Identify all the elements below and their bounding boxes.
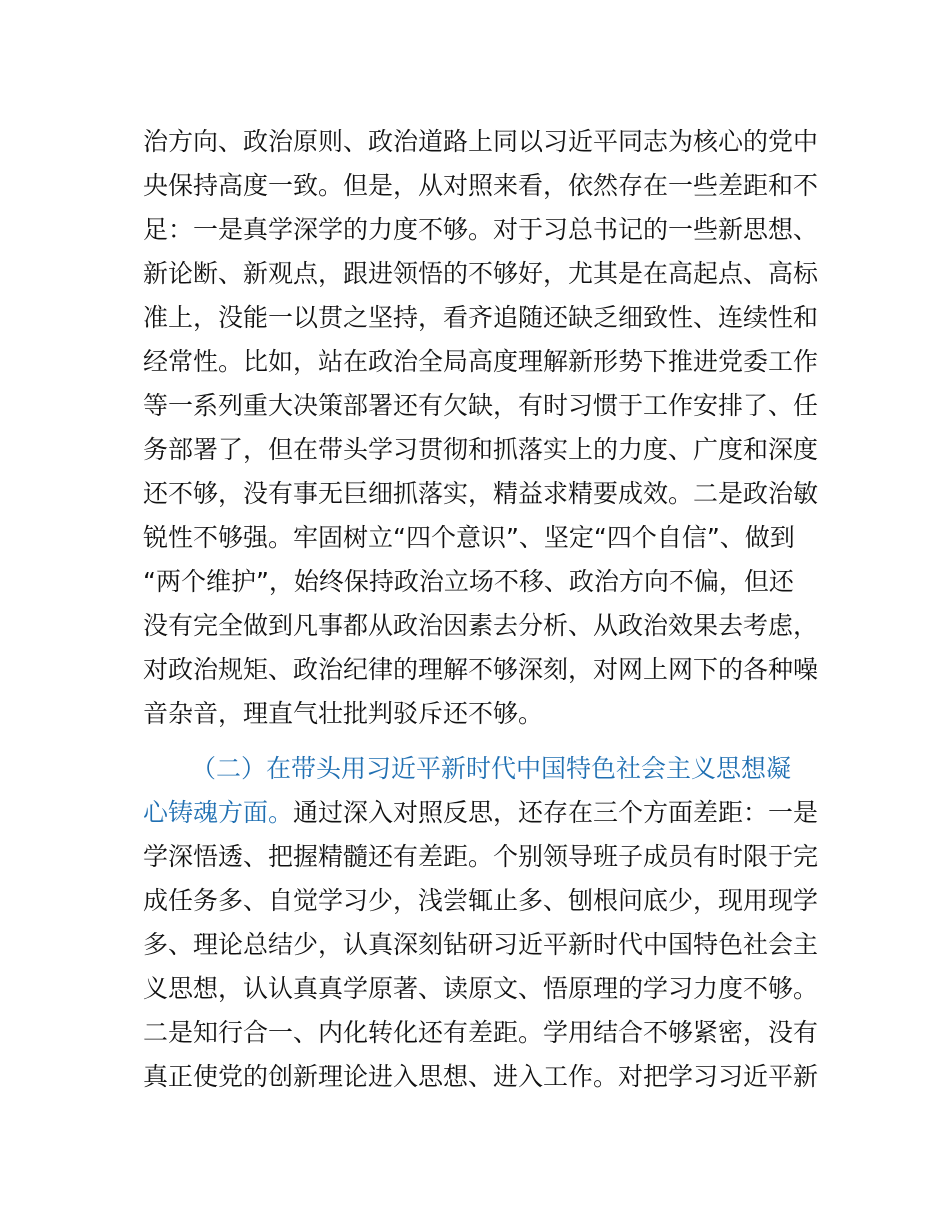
body-text-line: 二是知行合一、内化转化还有差距。学用结合不够紧密，没有 bbox=[143, 1018, 819, 1047]
body-text-line: 成任务多、自觉学习少，浅尝辄止多、刨根问底少，现用现学 bbox=[143, 886, 819, 915]
body-text-line: 还不够，没有事无巨细抓落实，精益求精要成效。二是政治敏 bbox=[143, 479, 819, 508]
body-text-line: 等一系列重大决策部署还有欠缺，有时习惯于工作安排了、任 bbox=[143, 391, 819, 420]
body-text-line bbox=[143, 793, 823, 833]
body-text-line: 经常性。比如，站在政治全局高度理解新形势下推进党委工作 bbox=[143, 347, 819, 376]
body-text-line: 准上，没能一以贯之坚持，看齐追随还缺乏细致性、连续性和 bbox=[143, 303, 819, 332]
body-text-line: 义思想，认认真真学原著、读原文、悟原理的学习力度不够。 bbox=[143, 974, 819, 1003]
body-text-span: 通过深入对照反思，还存在三个方面差距：一是 bbox=[293, 798, 819, 827]
body-text-line: 对政治规矩、政治纪律的理解不够深刻，对网上网下的各种噪 bbox=[143, 655, 819, 684]
body-text-line: 学深悟透、把握精髓还有差距。个别领导班子成员有时限于完 bbox=[143, 842, 819, 871]
body-text-line: 音杂音，理直气壮批判驳斥还不够。 bbox=[143, 699, 544, 728]
section-heading-continued: 心铸魂方面。 bbox=[143, 798, 294, 827]
body-text-line: 没有完全做到凡事都从政治因素去分析、从政治效果去考虑， bbox=[143, 611, 819, 640]
body-text-line: 务部署了，但在带头学习贯彻和抓落实上的力度、广度和深度 bbox=[143, 435, 819, 464]
body-text-line: “两个维护”，始终保持政治立场不移、政治方向不偏，但还 bbox=[143, 567, 794, 596]
body-text-line: 多、理论总结少，认真深刻钻研习近平新时代中国特色社会主 bbox=[143, 930, 819, 959]
body-text-line: 央保持高度一致。但是，从对照来看，依然存在一些差距和不 bbox=[143, 171, 819, 200]
body-text-line: 足：一是真学深学的力度不够。对于习总书记的一些新思想、 bbox=[143, 215, 819, 244]
body-text-line: 真正使党的创新理论进入思想、进入工作。对把学习习近平新 bbox=[143, 1062, 819, 1091]
body-text-line: 新论断、新观点，跟进领悟的不够好，尤其是在高起点、高标 bbox=[143, 259, 819, 288]
body-text-line: 锐性不够强。牢固树立“四个意识”、坚定“四个自信”、做到 bbox=[143, 523, 795, 552]
section-heading: （二）在带头用习近平新时代中国特色社会主义思想凝 bbox=[191, 754, 792, 783]
body-text-line: 治方向、政治原则、政治道路上同以习近平同志为核心的党中 bbox=[143, 127, 819, 156]
